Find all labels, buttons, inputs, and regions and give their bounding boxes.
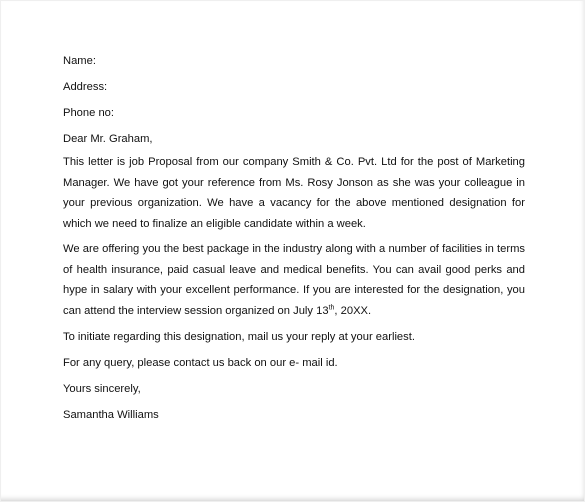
paragraph-offer <box>63 239 525 321</box>
paragraph-initiate: To initiate regarding this designation, mail us your reply at your earliest. <box>63 331 415 343</box>
paragraph-offer-year: , 20XX. <box>334 304 372 317</box>
salutation: Dear Mr. Graham, <box>63 133 153 145</box>
phone-label: Phone no: <box>63 107 115 119</box>
paragraph-offer-text: We are offering you the best package in the industry along with a number of facilities in terms of health insurance, paid casual leave and medical benefits. You can avail good perks and hype in salary with your excellent performance. If you are interested for the designation, you can attend the interview session organized on July 13 <box>63 243 525 317</box>
closing: Yours sincerely, <box>63 383 141 395</box>
letter-body <box>63 53 525 423</box>
name-label: Name: <box>63 55 96 67</box>
paragraph-proposal: This letter is job Proposal from our company Smith & Co. Pvt. Ltd for the post of Marketing Manager. We have got your reference from Ms. Rosy Jonson as she was your colleague in your previous organization. We have a vacancy for the above mentioned designation for which we need to finalize an eligible candidate within a week. <box>63 156 525 230</box>
paragraph-query: For any query, please contact us back on our e- mail id. <box>63 357 338 369</box>
date-ordinal-suffix: th <box>328 303 335 311</box>
address-label: Address: <box>63 81 108 93</box>
signature-name: Samantha Williams <box>63 409 159 421</box>
